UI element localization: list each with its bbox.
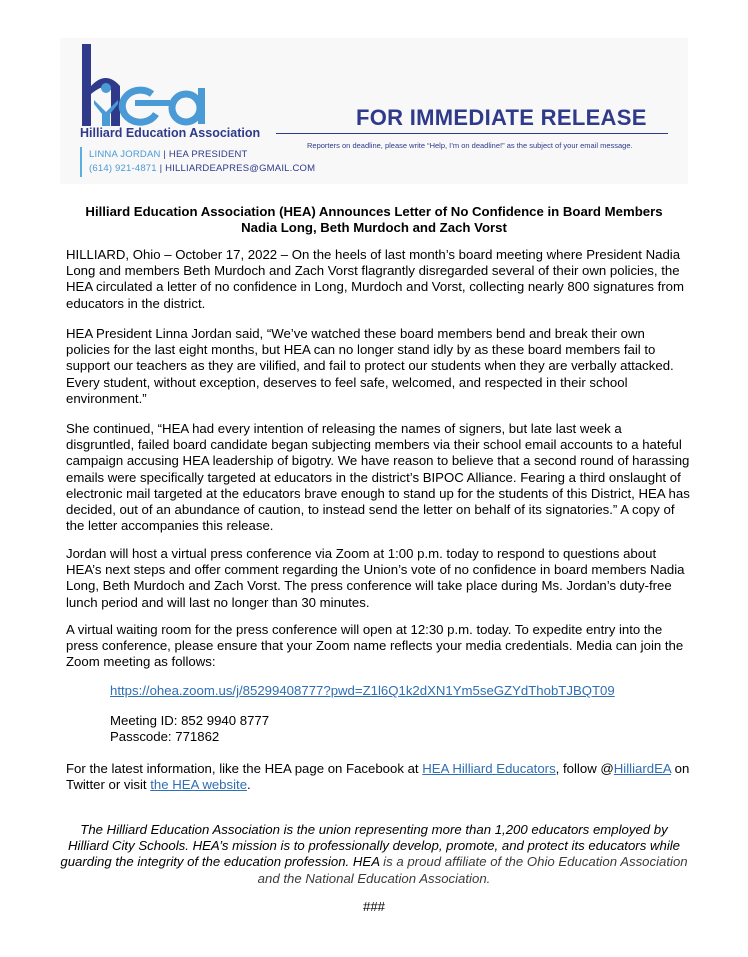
boilerplate-affiliation: is a proud affiliate of the Ohio Education Association and the National Education Association. [257, 854, 688, 886]
contact-role: HEA PRESIDENT [168, 149, 248, 160]
paragraph-intro: HILLIARD, Ohio – October 17, 2022 – On the heels of last month’s board meeting where President Nadia Long and members Beth Murdoch and Zach Vorst flagrantly disregarded several of their own policies, the HEA circulated a letter of no confidence in Long, Murdoch and Vorst, collecting nearly 800 signatures from educators in the district. [66, 247, 684, 311]
contact-line-2 [89, 163, 315, 174]
contact-separator: | [163, 149, 169, 160]
facebook-link[interactable]: HEA Hilliard Educators [422, 761, 556, 776]
contact-line-1 [89, 149, 248, 160]
paragraph-continued: She continued, “HEA had every intention of releasing the names of signers, but late last week a disgruntled, failed board candidate began subjecting members via their school email accounts to a hateful campaign accusing HEA leadership of bigotry. We have reason to believe that a second round of harassing emails were specifically targeted at educators in the district’s BIPOC Alliance. Fearing a third onslaught of electronic mail targeted at the educators brave enough to stand up for the students of this District, HEA has decided, out of an abundance of caution, to instead send the letter on behalf of its signatories.” A copy of the letter accompanies this release. [66, 421, 690, 534]
meeting-id: Meeting ID: 852 9940 8777 [110, 713, 270, 728]
contact-separator: | [159, 163, 166, 174]
contact-phone: (614) 921-4871 [89, 163, 157, 174]
headline-line-2: Nadia Long, Beth Murdoch and Zach Vorst [241, 220, 507, 235]
press-headline [60, 204, 688, 236]
org-name: Hilliard Education Association [80, 126, 261, 140]
paragraph-waiting-room: A virtual waiting room for the press conference will open at 12:30 p.m. today. To expedite entry into the press conference, please ensure that your Zoom name reflects your media credentials. Media can join the Zoom meeting as follows: [66, 622, 684, 670]
end-mark: ### [362, 899, 385, 914]
org-divider [276, 133, 668, 134]
passcode: Passcode: 771862 [110, 729, 220, 745]
closing-text-4: . [247, 777, 251, 793]
zoom-link-row [110, 683, 615, 699]
website-link[interactable]: the HEA website [150, 777, 248, 793]
headline-line-1: Hilliard Education Association (HEA) Announces Letter of No Confidence in Board Members [85, 204, 663, 219]
paragraph-press-conference: Jordan will host a virtual press conference via Zoom at 1:00 p.m. today to respond to questions about HEA’s next steps and offer comment regarding the Union’s vote of no confidence in board members Nadia Long, Beth Murdoch and Zach Vorst. The press conference will take place during Ms. Jordan’s duty-free lunch period and will last no longer than 30 minutes. [66, 546, 685, 610]
closing-text-2: , follow @ [555, 761, 614, 776]
paragraph-latest-info [66, 761, 690, 793]
zoom-link[interactable]: https://ohea.zoom.us/j/85299408777?pwd=Z1l6Q1k2dXN1Ym5seGZYdThobTJBQT09 [110, 683, 615, 698]
closing-text-1: For the latest information, like the HEA page on Facebook at [66, 761, 423, 776]
zoom-credentials [110, 713, 269, 745]
release-note: Reporters on deadline, please write “Help, I’m on deadline!” as the subject of your email message. [307, 141, 633, 150]
paragraph-quote: HEA President Linna Jordan said, “We’ve watched these board members bend and break their own policies for the last eight months, but HEA can no longer stand idly by as these board members fail to support our teachers as they are vilified, and fail to protect our students when they are verbally attacked. Every student, without exception, deserves to feel safe, welcomed, and respected in their school environment.” [66, 326, 674, 406]
contact-accent-bar [80, 147, 82, 177]
twitter-link[interactable]: HilliardEA [613, 761, 671, 776]
closing-text-3: on Twitter or visit [66, 761, 690, 793]
contact-email: HILLIARDEAPRES@GMAIL.COM [165, 163, 316, 174]
contact-name: LINNA JORDAN [89, 149, 161, 160]
boilerplate-main: The Hilliard Education Association is the union representing more than 1,200 educators employed by Hilliard City Schools. HEA’s mission is to professionally develop, promote, and protect its educators while guarding the integrity of the education profession. HEA [60, 822, 681, 870]
release-title: FOR IMMEDIATE RELEASE [356, 105, 647, 130]
association-boilerplate [60, 822, 688, 887]
hea-logo-icon [80, 42, 210, 128]
